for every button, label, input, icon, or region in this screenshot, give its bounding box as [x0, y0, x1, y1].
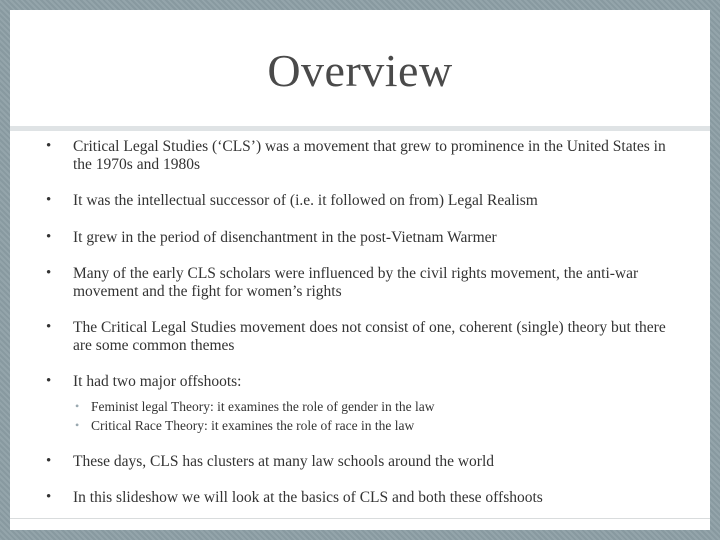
bullet-text: It had two major offshoots: [73, 373, 242, 390]
bullet-item [44, 138, 674, 173]
footer-divider [10, 518, 710, 519]
bullet-item [44, 319, 674, 354]
bullet-dot-icon: • [46, 138, 52, 154]
bullet-dot-icon: • [46, 319, 52, 335]
sub-bullet-dot-icon: • [75, 417, 80, 432]
sub-bullet-text: Critical Race Theory: it examines the role of race in the law [91, 417, 415, 433]
bullet-text: These days, CLS has clusters at many law schools around the world [73, 452, 494, 470]
bullet-text: Many of the early CLS scholars were influenced by the civil rights movement, the anti-war movement and the fight for women’s rights [73, 265, 639, 300]
bullet-text: It was the intellectual successor of (i.e. it followed on from) Legal Realism [73, 192, 538, 209]
bullet-dot-icon: • [46, 373, 52, 389]
bullet-text: In this slideshow we will look at the basics of CLS and both these offshoots [73, 489, 543, 506]
bullet-text: The Critical Legal Studies movement does not consist of one, coherent (single) theory but there are some common themes [73, 319, 666, 354]
title-divider [10, 126, 710, 131]
bullet-list [44, 138, 674, 526]
bullet-dot-icon: • [46, 228, 52, 245]
bullet-dot-icon: • [46, 192, 52, 208]
bullet-item [44, 453, 674, 471]
sub-bullet-dot-icon: • [75, 398, 80, 413]
slide-title: Overview [267, 45, 453, 96]
bullet-text: It grew in the period of disenchantment in the post-Vietnam Warmer [73, 228, 497, 246]
bullet-dot-icon: • [46, 489, 52, 505]
bullet-item [44, 229, 674, 247]
bullet-item [44, 192, 674, 210]
sub-bullet-item [44, 416, 674, 435]
sub-bullet-text: Feminist legal Theory: it examines the role of gender in the law [91, 398, 435, 414]
bullet-item [44, 373, 674, 391]
bullet-item [44, 489, 674, 507]
slide [10, 10, 710, 530]
sub-bullet-item [44, 397, 674, 416]
bullet-item [44, 265, 674, 300]
bullet-text: Critical Legal Studies (‘CLS’) was a movement that grew to prominence in the United States in the 1970s and 1980s [73, 138, 666, 173]
sub-bullet-list [44, 397, 674, 435]
bullet-dot-icon: • [46, 452, 52, 469]
bullet-dot-icon: • [46, 265, 52, 281]
